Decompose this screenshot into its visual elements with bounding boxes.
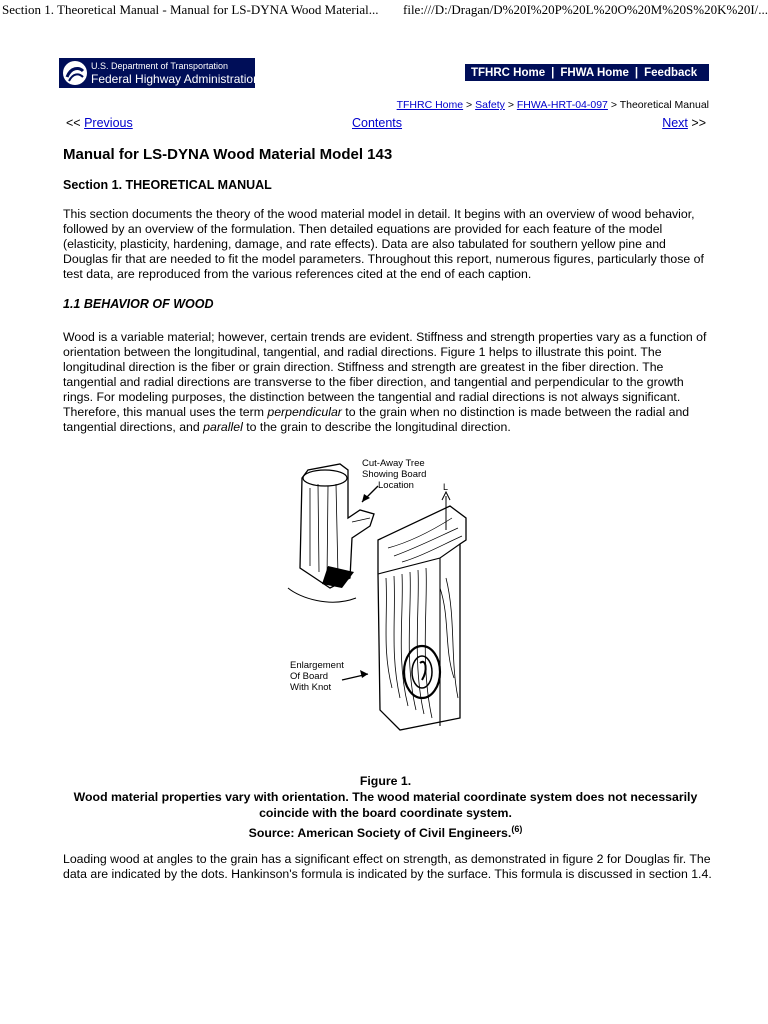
dot-emblem-icon	[63, 61, 87, 85]
breadcrumb-safety[interactable]: Safety	[475, 99, 505, 111]
nav-separator: |	[634, 66, 639, 79]
next-link[interactable]: Next	[662, 116, 688, 130]
previous-link[interactable]: Previous	[84, 116, 133, 130]
breadcrumb-sep: >	[507, 99, 514, 111]
page-title: Manual for LS-DYNA Wood Material Model 143	[63, 146, 393, 163]
breadcrumb-report[interactable]: FHWA-HRT-04-097	[516, 99, 608, 111]
section-title: Section 1. THEORETICAL MANUAL	[63, 178, 272, 192]
print-header-url: file:///D:/Dragan/D%20I%20P%20L%20O%20M%20S%20K%20I/...	[403, 2, 768, 17]
nav-feedback[interactable]: Feedback	[644, 66, 698, 79]
figure-source	[63, 821, 708, 841]
fig-label-enlarge-2: Of Board	[290, 671, 329, 682]
breadcrumb-sep: >	[466, 99, 473, 111]
figure-caption	[63, 773, 708, 841]
logo-dept: U.S. Department of Transportation	[91, 61, 229, 71]
figure-source-text: Source: American Society of Civil Engineers.	[248, 826, 512, 841]
next-arrow: >>	[691, 116, 706, 130]
behavior-text-2: to the grain when no distinction is made between the radial and tangential directions, and	[63, 405, 690, 434]
breadcrumb-sep: >	[610, 99, 617, 111]
figure-number: Figure 1.	[359, 774, 412, 788]
fig-label-enlarge-3: With Knot	[290, 682, 332, 693]
behavior-text-1: Wood is a variable material; however, certain trends are evident. Stiffness and strength properties vary as a function of orientation between the longitudinal, tangential, and radial directions. Figure 1 helps to illustrate this point. The longitudinal direction is the fiber or grain direction. Stiffness and strength are greatest in the fiber direction. The tangential and radial directions are transverse to the fiber direction, and tangential and perpendicular to the growth rings. For modeling purposes, the distinction between the tangential and radial directions is not always significant. Therefore, this manual uses the term	[63, 330, 707, 419]
nav-fhwa-home[interactable]: FHWA Home	[560, 66, 629, 79]
breadcrumb-current: Theoretical Manual	[619, 99, 709, 111]
axis-l-label: L	[443, 482, 449, 492]
figure-caption-text: Wood material properties vary with orientation. The wood material coordinate system does not necessarily coincide with the board coordinate system.	[73, 790, 698, 820]
pager-next	[662, 116, 706, 130]
contents-link[interactable]: Contents	[352, 116, 403, 130]
pager-prev	[66, 116, 133, 130]
fhwa-logo[interactable]	[59, 58, 260, 88]
nav-tfhrc-home[interactable]: TFHRC Home	[471, 66, 546, 79]
behavior-text-3: to the grain to describe the longitudinal direction.	[242, 420, 511, 434]
print-header	[0, 0, 768, 22]
print-header-title: Section 1. Theoretical Manual - Manual for LS-DYNA Wood Material...	[2, 2, 379, 17]
subsection-title: 1.1 BEHAVIOR OF WOOD	[63, 297, 214, 311]
fig-label-cutaway-2: Showing Board	[362, 469, 427, 480]
behavior-em-parallel: parallel	[203, 420, 243, 434]
top-nav	[465, 64, 709, 81]
figure-1	[270, 448, 510, 738]
breadcrumb	[397, 99, 709, 111]
pager-contents	[352, 116, 402, 130]
figure-source-ref[interactable]: (6)	[511, 824, 523, 834]
breadcrumb-tfhrc-home[interactable]: TFHRC Home	[396, 99, 464, 111]
nav-separator: |	[551, 66, 555, 79]
loading-paragraph: Loading wood at angles to the grain has a significant effect on strength, as demonstrated in figure 2 for Douglas fir. The data are indicated by the dots. Hankinson's formula is indicated by the surface. This formula is discussed in section 1.4.	[63, 852, 712, 881]
logo-agency: Federal Highway Administration	[91, 72, 260, 86]
behavior-em-perpendicular: perpendicular	[267, 405, 342, 419]
wood-board-illustration	[270, 448, 510, 738]
prev-arrow: <<	[66, 116, 81, 130]
fig-label-cutaway-3: Location	[378, 480, 414, 491]
fig-label-enlarge-1: Enlargement	[290, 660, 344, 671]
behavior-paragraph	[63, 330, 713, 435]
intro-paragraph: This section documents the theory of the wood material model in detail. It begins with an overview of wood behavior, followed by an overview of the formulation. Then detailed equations are provided for each feature of the model (elasticity, plasticity, hardening, damage, and rate effects). Data are also tabulated for southern yellow pine and Douglas fir that are needed to fit the model parameters. Throughout this report, numerous figures, particularly those of test data, are reproduced from the various references cited at the end of each caption.	[63, 207, 704, 281]
fig-label-cutaway-1: Cut-Away Tree	[362, 458, 425, 469]
